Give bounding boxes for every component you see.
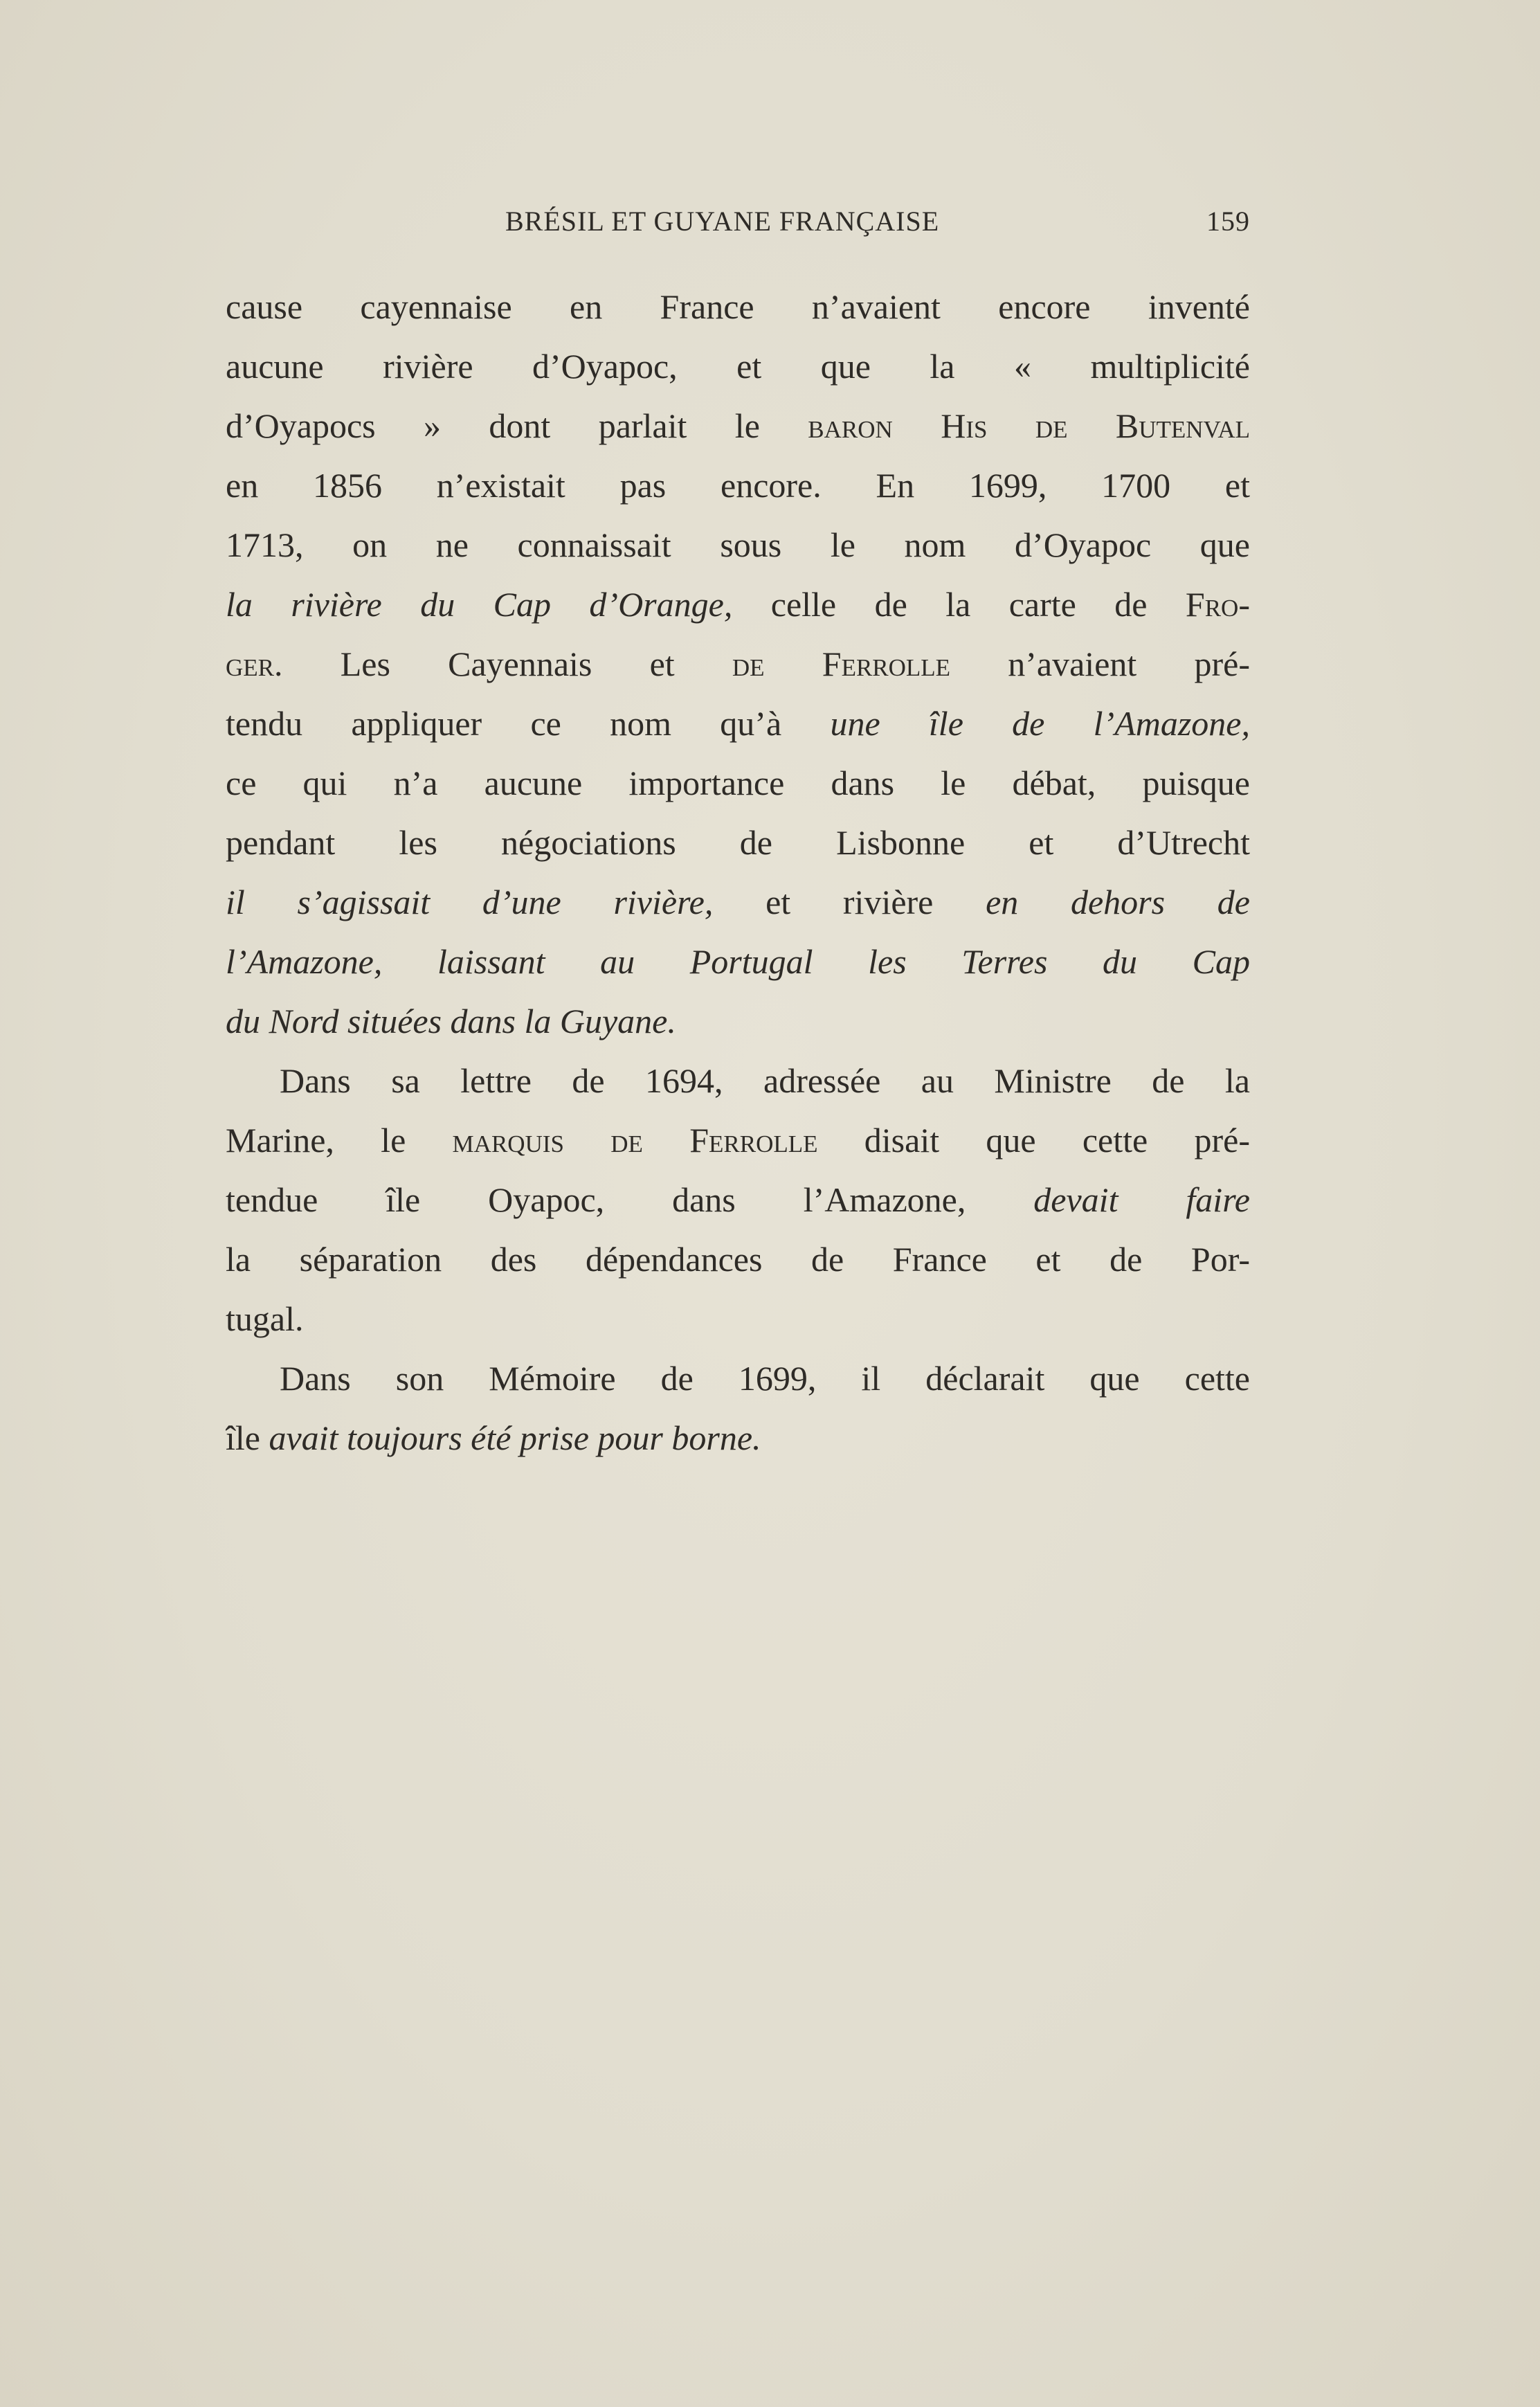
- text-line: d’Oyapocs » dont parlait le baron His de Butenval: [226, 406, 1250, 445]
- small-caps-name: marquis de Ferrolle: [452, 1121, 818, 1160]
- text-line: 1713, on ne connaissait sous le nom d’Oyapoc que: [226, 525, 1250, 564]
- text-line: tendu appliquer ce nom qu’à une île de l’Amazone,: [226, 704, 1250, 743]
- italic-phrase: avait toujours été prise pour borne.: [269, 1418, 761, 1457]
- page-number: 159: [1206, 206, 1250, 237]
- running-head: [226, 205, 1250, 240]
- paragraph-start: Dans son Mémoire de 1699, il déclarait que cette: [280, 1359, 1250, 1398]
- text-line: tendue île Oyapoc, dans l’Amazone, devait faire: [226, 1180, 1250, 1219]
- small-caps-title: baron: [808, 406, 893, 445]
- text-line: en 1856 n’existait pas encore. En 1699, 1700 et: [226, 466, 1250, 505]
- italic-phrase: la rivière du Cap d’Orange,: [226, 585, 733, 624]
- text-line: il s’agissait d’une rivière, et rivière en dehors de: [226, 883, 1250, 921]
- small-caps-name: Butenval: [1067, 406, 1250, 445]
- small-caps-name: Fro-: [1185, 585, 1250, 624]
- text-line: l’Amazone, laissant au Portugal les Terres du Cap: [226, 942, 1250, 981]
- text-line: aucune rivière d’Oyapoc, et que la « multiplicité: [226, 347, 1250, 386]
- text-line: ce qui n’a aucune importance dans le débat, puisque: [226, 764, 1250, 802]
- text-line: Marine, le marquis de Ferrolle disait que cette pré-: [226, 1121, 1250, 1160]
- italic-phrase: en dehors de: [986, 883, 1250, 921]
- text-line: cause cayennaise en France n’avaient encore inventé: [226, 287, 1250, 326]
- small-caps-name: de Ferrolle: [732, 644, 951, 683]
- text-line: pendant les négociations de Lisbonne et d’Utrecht: [226, 823, 1250, 862]
- running-title: BRÉSIL ET GUYANE FRANÇAISE: [505, 206, 940, 237]
- italic-phrase: il s’agissait d’une rivière,: [226, 883, 714, 921]
- italic-phrase: une île de l’Amazone,: [830, 704, 1250, 743]
- body-text: [226, 277, 1250, 1468]
- text-line: la séparation des dépendances de France et de Por-: [226, 1240, 1250, 1279]
- text-line: île avait toujours été prise pour borne.: [226, 1418, 761, 1457]
- paragraph-start: Dans sa lettre de 1694, adressée au Ministre de la: [280, 1061, 1250, 1100]
- text-line: tugal.: [226, 1299, 304, 1338]
- text-line: du Nord situées dans la Guyane.: [226, 1002, 676, 1040]
- text-line: ger. Les Cayennais et de Ferrolle n’avaient pré-: [226, 644, 1250, 683]
- italic-phrase: devait faire: [1033, 1180, 1250, 1219]
- text-line: la rivière du Cap d’Orange, celle de la carte de Fro-: [226, 585, 1250, 624]
